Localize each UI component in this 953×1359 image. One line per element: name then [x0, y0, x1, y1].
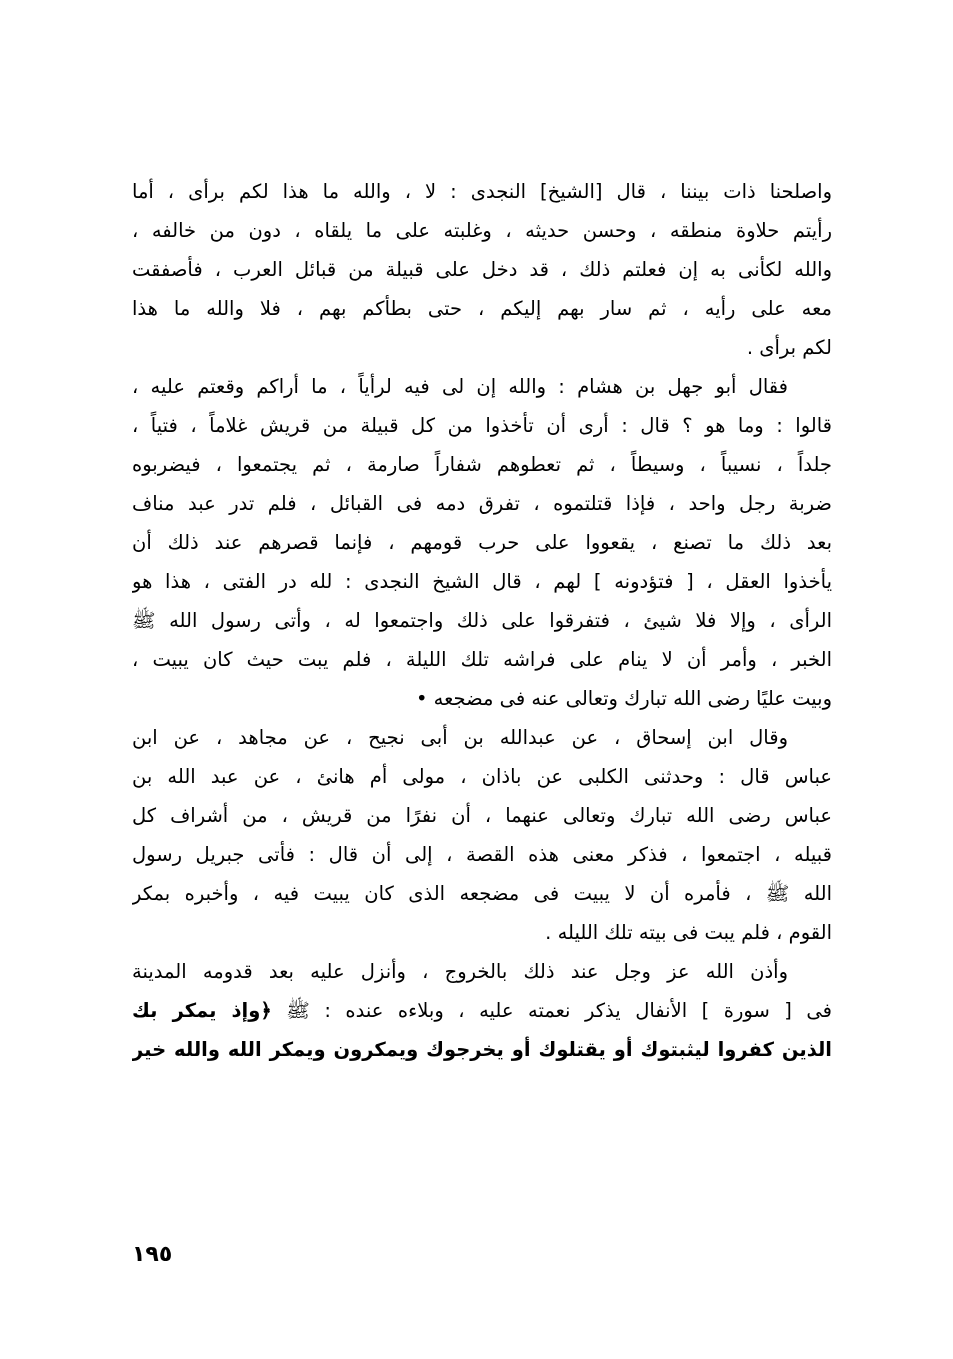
quran-verse-line: الذين كفروا ليثبتوك أو يقتلوك أو يخرجوك ويمكرون ويمكر الله والله خير — [132, 1038, 832, 1061]
text-line: يأخذوا العقل ، [ فتؤدونه ] لهم ، قال الشيخ النجدى : لله در الفتى ، هذا هو — [132, 570, 832, 593]
text-line: قبيله ، اجتمعوا ، فذكر معنى هذه القصة ، إلى أن قال : فأتى جبريل رسول — [132, 843, 832, 866]
text-line: رأيتم حلاوة منطقه ، وحسن حديثه ، وغلبته على ما يلقاه ، دون من خالفه ، — [132, 219, 832, 242]
text-line: وقال ابن إسحاق ، عن عبدالله بن أبى نجيح ، عن مجاهد ، عن ابن — [132, 726, 788, 749]
text-line: واصلحنا ذات بيننا ، قال [الشيخ] النجدى : لا ، والله ما هذا لكم برأى ، أما — [132, 180, 832, 203]
body-text — [132, 172, 832, 1069]
text-line: والله لكأنى به إن فعلتم ذلك ، قد دخل على قبيلة من قبائل العرب ، فأصفقت — [132, 258, 832, 281]
text-line: وبيت عليًا رضى الله تبارك وتعالى عنه فى مضجعه • — [415, 687, 832, 710]
text-line — [132, 991, 832, 1030]
text-line: عباس قال : وحدثنى الكلبى عن باذان ، مولى أم هانئ ، عن عبد الله بن — [132, 765, 832, 788]
text-line-regular: فى [ سورة ] الأنفال يذكر نعمته عليه ، وبلاءه عنده : ﷺ — [286, 999, 832, 1022]
text-line: قالوا : وما هو ؟ قال : أرى أن تأخذوا من كل قبيلة من قريش غلاماً ، فتياً ، — [132, 414, 832, 437]
text-line: لكم برأى . — [746, 336, 832, 359]
text-line: بعد ذلك ما تصنع ، يقعووا على حرب قومهم ، فإنما قصرهم عند ذلك أن — [132, 531, 832, 554]
text-line: عباس رضى الله تبارك وتعالى عنهما ، أن نفرًا من قريش ، من أشراف كل — [132, 804, 832, 827]
text-line: معه على رأيه ، ثم سار بهم إليكم ، حتى بطأكم بهم ، فلا والله ما هذا — [132, 297, 832, 320]
text-line: الخبر ، وأمر أن لا ينام على فراشه تلك الليلة ، فلم يبت حيث كان يبيت ، — [132, 648, 832, 671]
text-line: وأذن الله عز وجل عند ذلك بالخروج ، وأنزل عليه بعد قدومه المدينة — [132, 960, 788, 983]
text-line: الله ﷺ ، فأمره أن لا يبيت فى مضجعه الذى كان يبيت فيه ، وأخبره بمكر — [132, 882, 832, 905]
page-number: ١٩٥ — [132, 1242, 173, 1267]
text-line: فقال أبو جهل بن هشام : والله إن لى فيه لرأياً ، ما أراكم وقعتم عليه ، — [132, 375, 788, 398]
quran-verse-start: ﴿وإذ يمكر بك — [132, 999, 272, 1022]
text-line: الرأى ، وإلا فلا شيئ ، فتفرقوا على ذلك واجتمعوا له ، وأتى رسول الله ﷺ — [132, 609, 832, 632]
text-line: ضربة رجل واحد ، فإذا قتلتموه ، تفرق دمه فى القبائل ، فلم تدر عبد مناف — [132, 492, 832, 515]
text-line: جلداً ، نسيباً ، وسيطاً ، ثم تعطوهم شفاراً صارمة ، ثم يجتمعوا ، فيضربوه — [132, 453, 832, 476]
text-line: القوم ، فلم يبت فى بيته تلك الليله . — [545, 921, 832, 944]
